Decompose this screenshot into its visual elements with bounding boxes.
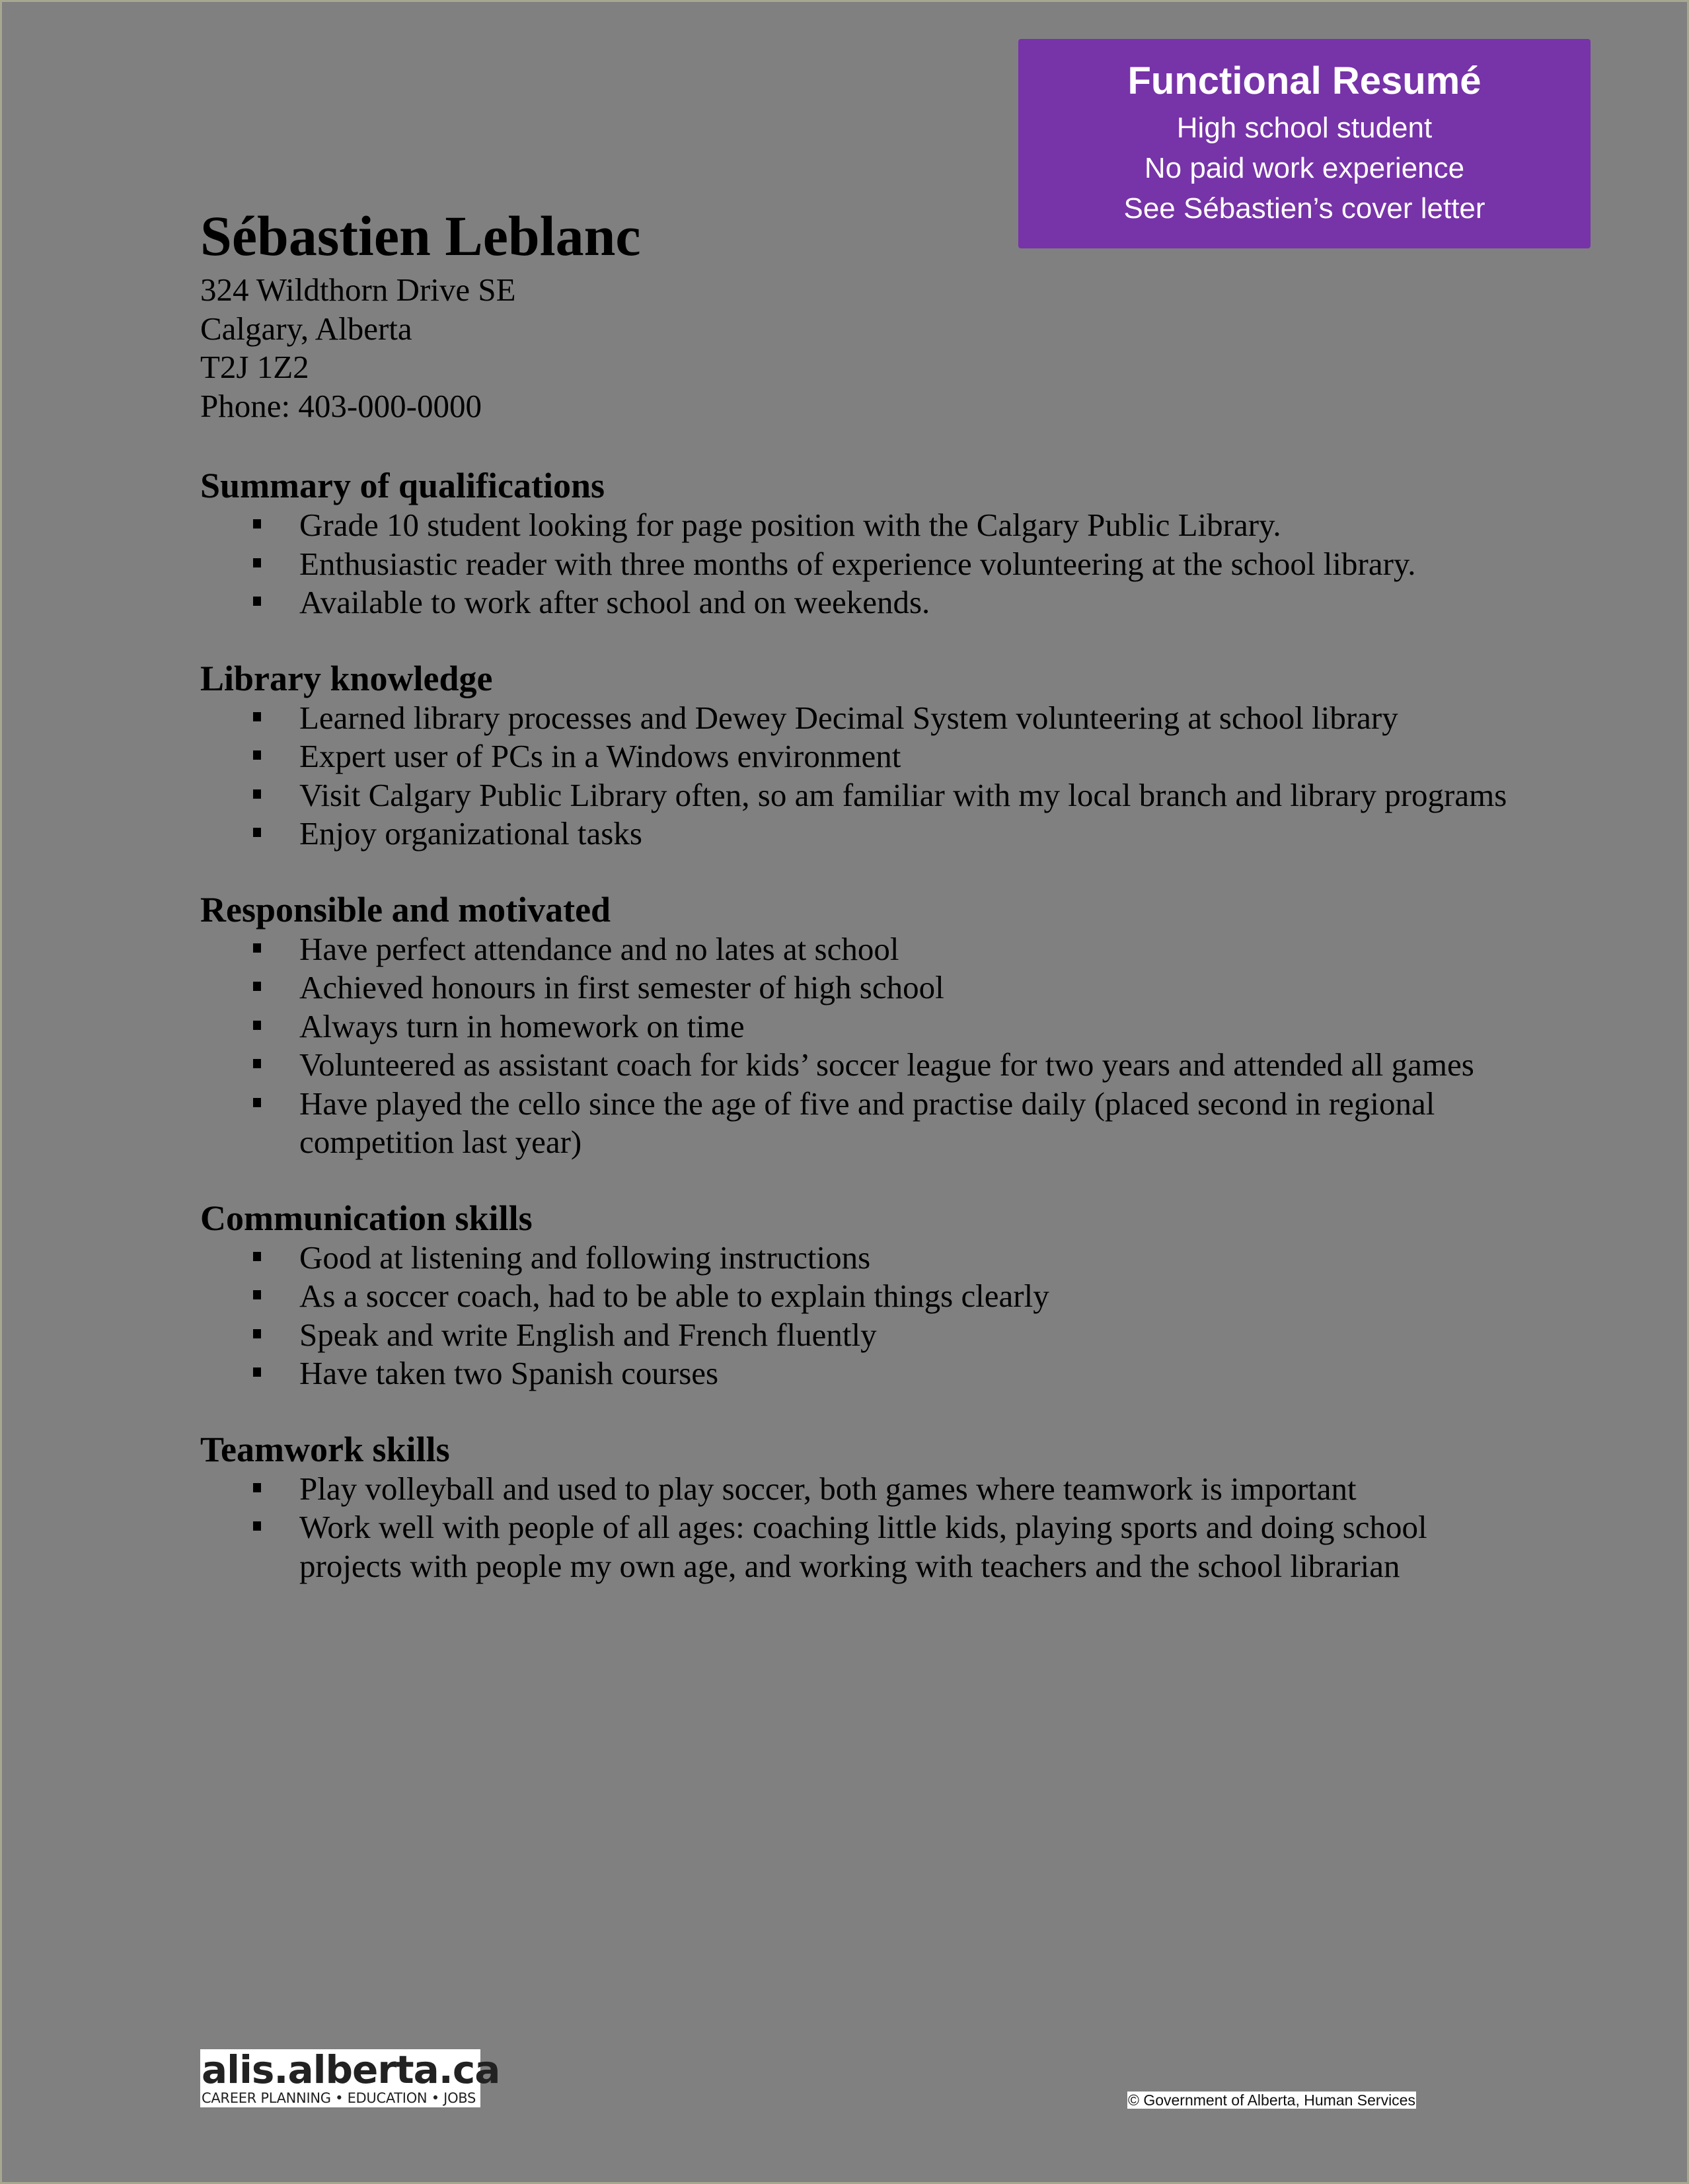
city-province: Calgary, Alberta: [200, 310, 412, 347]
bullet-item: [200, 1354, 1509, 1393]
callout-line: High school student: [1176, 112, 1433, 144]
bullet-item: [200, 930, 1509, 969]
section-heading: Summary of qualifications: [200, 466, 605, 505]
resume-section: [200, 1429, 1509, 1586]
square-bullet-icon: [253, 1483, 261, 1492]
bullet-item: [200, 506, 1509, 545]
bullet-text: Play volleyball and used to play soccer, both games where teamwork is important: [299, 1470, 1357, 1507]
bullet-text: Have taken two Spanish courses: [299, 1355, 719, 1391]
bullet-item: [200, 1239, 1509, 1278]
bullet-item: [200, 968, 1509, 1007]
section-heading: Library knowledge: [200, 658, 493, 698]
square-bullet-icon: [253, 1290, 261, 1299]
callout-line: No paid work experience: [1144, 152, 1465, 184]
bullet-text: As a soccer coach, had to be able to explain things clearly: [299, 1278, 1049, 1314]
square-bullet-icon: [253, 597, 261, 606]
square-bullet-icon: [253, 982, 261, 991]
alis-logo: [200, 2047, 500, 2107]
square-bullet-icon: [253, 1252, 261, 1261]
bullet-item: [200, 1316, 1509, 1355]
bullet-item: [200, 1046, 1509, 1085]
bullet-text: Available to work after school and on weekends.: [299, 584, 930, 620]
square-bullet-icon: [253, 1367, 261, 1377]
bullet-item: [200, 545, 1509, 584]
bullet-list: [200, 506, 1509, 622]
section-heading: Responsible and motivated: [200, 889, 611, 929]
square-bullet-icon: [253, 558, 261, 567]
bullet-text: Expert user of PCs in a Windows environment: [299, 738, 901, 774]
square-bullet-icon: [253, 750, 261, 760]
bullet-list: [200, 1470, 1509, 1586]
bullet-text: Always turn in homework on time: [299, 1007, 745, 1044]
bullet-text: Learned library processes and Dewey Decimal System volunteering at school library: [299, 699, 1398, 736]
callout-title: Functional Resumé: [1127, 59, 1482, 102]
square-bullet-icon: [253, 1021, 261, 1030]
square-bullet-icon: [253, 943, 261, 953]
bullet-text: Have played the cello since the age of five and practise daily (placed second in regional competition last year): [299, 1085, 1435, 1160]
callout-line: See Sébastien’s cover letter: [1123, 192, 1485, 225]
square-bullet-icon: [253, 1329, 261, 1338]
logo-text: alis.alberta.ca: [202, 2047, 500, 2092]
section-heading: Teamwork skills: [200, 1429, 450, 1469]
square-bullet-icon: [253, 519, 261, 528]
logo-tagline: CAREER PLANNING • EDUCATION • JOBS: [202, 2090, 476, 2106]
bullet-list: [200, 699, 1509, 854]
copyright-notice: © Government of Alberta, Human Services: [1128, 2092, 1415, 2109]
resume-section: [200, 1198, 1509, 1393]
bullet-item: [200, 699, 1509, 738]
resume-section: [200, 889, 1509, 1162]
bullet-list: [200, 1239, 1509, 1393]
bullet-item: [200, 583, 1509, 622]
bullet-item: [200, 1085, 1509, 1162]
bullet-text: Achieved honours in first semester of high school: [299, 969, 944, 1005]
square-bullet-icon: [253, 1521, 261, 1531]
bullet-text: Work well with people of all ages: coaching little kids, playing sports and doing school projects with people my own age, and working with teachers and the school librarian: [299, 1509, 1427, 1584]
postal-code: T2J 1Z2: [200, 349, 309, 385]
bullet-text: Volunteered as assistant coach for kids’ soccer league for two years and attended all games: [299, 1046, 1474, 1083]
bullet-text: Visit Calgary Public Library often, so am familiar with my local branch and library programs: [299, 776, 1507, 813]
bullet-item: [200, 1277, 1509, 1316]
bullet-text: Good at listening and following instructions: [299, 1239, 871, 1276]
bullet-item: [200, 1470, 1509, 1509]
resume-section: [200, 465, 1509, 622]
section-heading: Communication skills: [200, 1198, 533, 1238]
bullet-text: Grade 10 student looking for page position with the Calgary Public Library.: [299, 507, 1281, 543]
bullet-text: Enthusiastic reader with three months of experience volunteering at the school library.: [299, 545, 1416, 582]
bullet-text: Speak and write English and French fluently: [299, 1316, 877, 1353]
bullet-item: [200, 737, 1509, 776]
bullet-item: [200, 776, 1509, 815]
square-bullet-icon: [253, 789, 261, 799]
bullet-text: Have perfect attendance and no lates at school: [299, 930, 899, 967]
square-bullet-icon: [253, 828, 261, 837]
applicant-name: Sébastien Leblanc: [200, 204, 641, 268]
bullet-text: Enjoy organizational tasks: [299, 815, 642, 852]
square-bullet-icon: [253, 712, 261, 721]
square-bullet-icon: [253, 1098, 261, 1107]
bullet-list: [200, 930, 1509, 1162]
phone-number: Phone: 403-000-0000: [200, 387, 482, 424]
street-address: 324 Wildthorn Drive SE: [200, 272, 516, 308]
resume-sections: [200, 465, 1509, 1585]
square-bullet-icon: [253, 1059, 261, 1068]
bullet-item: [200, 1508, 1509, 1585]
bullet-item: [200, 815, 1509, 854]
resume-section: [200, 658, 1509, 854]
bullet-item: [200, 1007, 1509, 1046]
resume-content: [200, 201, 1509, 1585]
contact-block: [200, 271, 1509, 425]
